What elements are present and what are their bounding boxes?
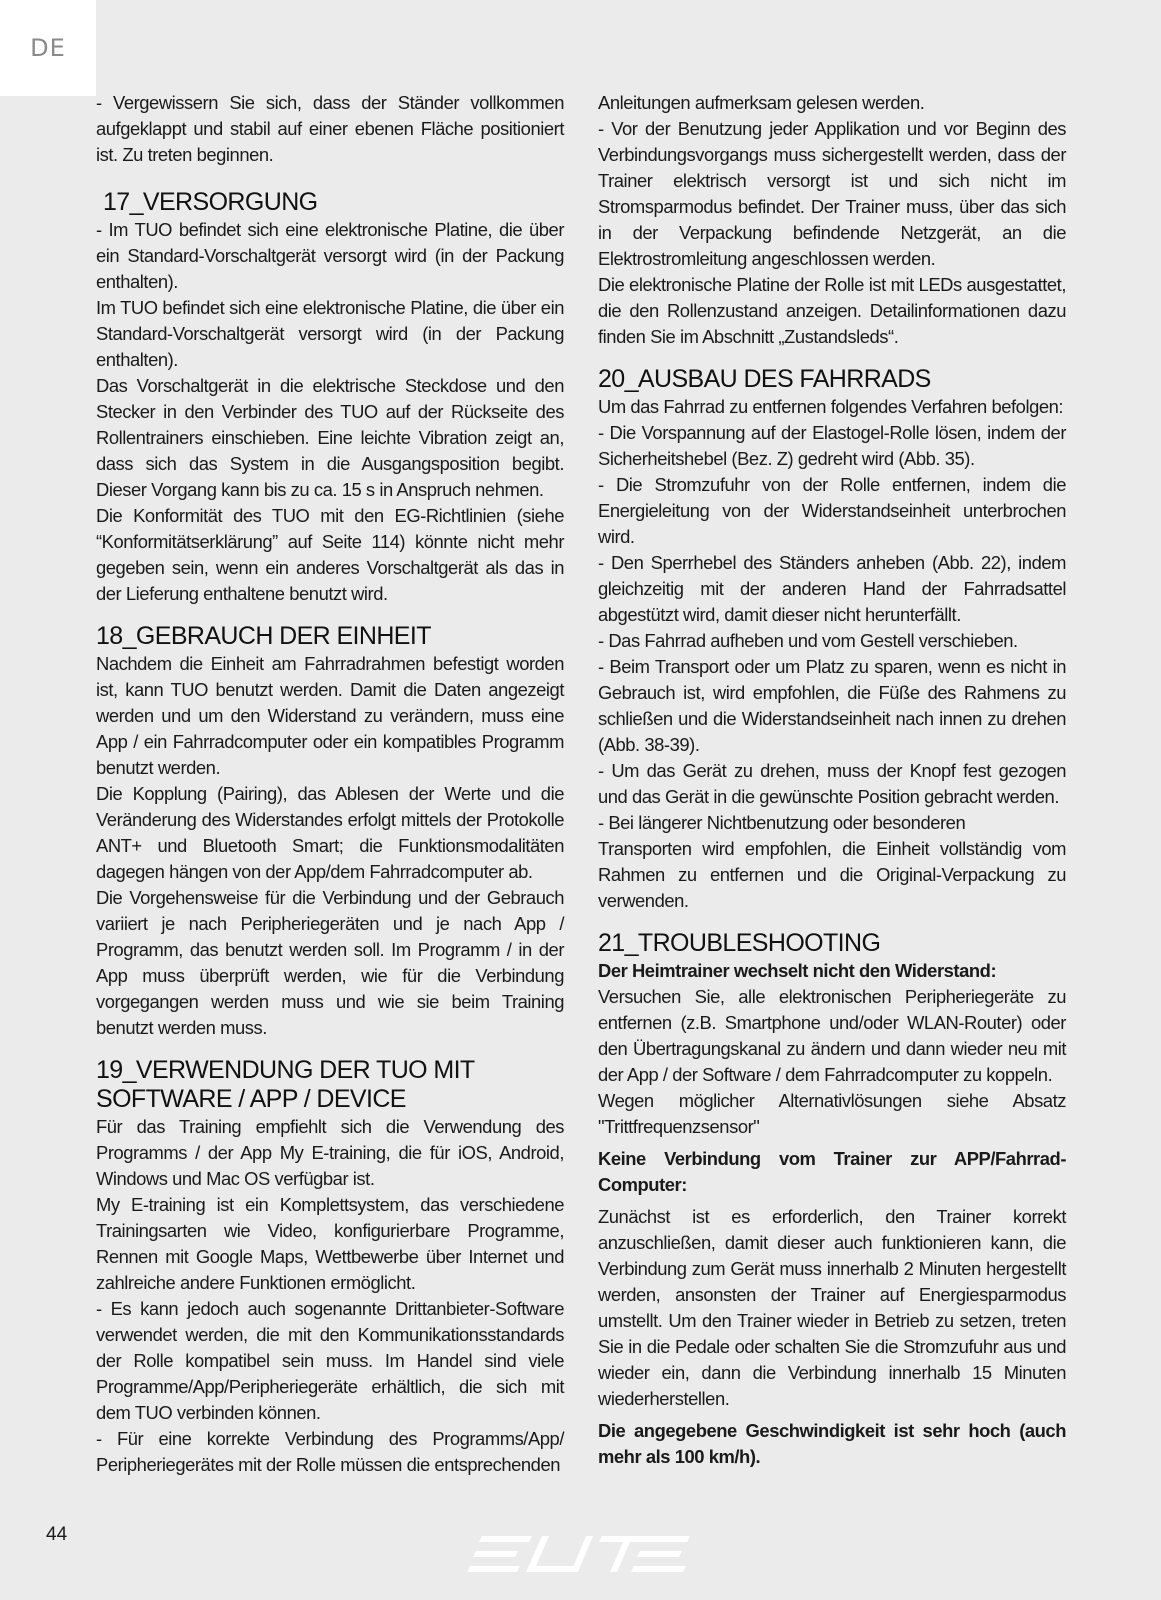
paragraph: Die Kopplung (Pairing), das Ablesen der Werte und die Veränderung des Widerstandes erfolgt mittels der Protokolle ANT+ und Bluetooth Smart; die Funktionsmodalitäten dagegen hängen von der App/dem Fahrradcomputer ab. xyxy=(96,783,564,882)
paragraph: Versuchen Sie, alle elektronischen Peripheriegeräte zu entfernen (z.B. Smartphone und/oder WLAN-Router) oder den Übertragungskanal zu ändern und dann wieder neu mit der App / der Software / dem Fahrradcomputer zu koppeln. xyxy=(598,986,1066,1085)
section-heading-17: 17_VERSORGUNG xyxy=(103,188,318,216)
paragraph: My E-training ist ein Komplettsystem, das verschiedene Trainingsarten wie Video, konfigurierbare Programme, Rennen mit Google Maps, Wettbewerbe über Internet und zahlreiche andere Funktionen ermöglicht. xyxy=(96,1194,564,1293)
logo-glyphs xyxy=(468,1536,690,1572)
paragraph: - Bei längerer Nichtbenutzung oder besonderen xyxy=(598,812,966,833)
paragraph: - Vergewissern Sie sich, dass der Ständer vollkommen aufgeklappt und stabil auf einer ebenen Fläche positioniert ist. Zu treten beginnen. xyxy=(96,92,564,165)
paragraph: Die elektronische Platine der Rolle ist mit LEDs ausgestattet, die den Rollenzustand anzeigen. Detailinformationen dazu finden Sie im Abschnitt „Zustandsleds“. xyxy=(598,274,1066,347)
paragraph: Transporten wird empfohlen, die Einheit vollständig vom Rahmen zu entfernen und die Original-Verpackung zu verwenden. xyxy=(598,838,1066,911)
paragraph: - Die Vorspannung auf der Elastogel-Rolle lösen, indem der Sicherheitshebel (Bez. Z) gedreht wird (Abb. 35). xyxy=(598,422,1066,469)
paragraph: Die Vorgehensweise für die Verbindung und der Gebrauch variiert je nach Peripheriegeräten und je nach App / Programm, das benutzt werden soll. Im Programm / in der App muss überprüft werden, wie für die Verbindung vorgegangen werden muss und wie sie beim Training benutzt werden muss. xyxy=(96,887,564,1038)
paragraph: - Beim Transport oder um Platz zu sparen, wenn es nicht in Gebrauch ist, wird empfohlen, die Füße des Rahmens zu schließen und die Widerstandseinheit nach innen zu drehen (Abb. 38-39). xyxy=(598,656,1066,755)
section-heading-18: 18_GEBRAUCH DER EINHEIT xyxy=(96,622,431,650)
paragraph: Im TUO befindet sich eine elektronische Platine, die über ein Standard-Vorschaltgerät versorgt wird (in der Packung enthalten). xyxy=(96,297,564,370)
heading-line: 19_VERWENDUNG DER TUO MIT xyxy=(96,1056,475,1084)
paragraph: - Den Sperrhebel des Ständers anheben (Abb. 22), indem gleichzeitig mit der anderen Hand der Fahrradsattel abgestützt wird, damit dieser nicht herunterfällt. xyxy=(598,552,1066,625)
language-tab xyxy=(0,0,96,96)
paragraph: - Um das Gerät zu drehen, muss der Knopf fest gezogen und das Gerät in die gewünschte Position gebracht werden. xyxy=(598,760,1066,807)
paragraph: Zunächst ist es erforderlich, den Trainer korrekt anzuschließen, damit dieser auch funktionieren kann, die Verbindung zum Gerät muss innerhalb 2 Minuten hergestellt werden, ansonsten der Trainer auf Energiesparmodus umstellt. Um den Trainer wieder in Betrieb zu setzen, treten Sie in die Pedale oder schalten Sie die Stromzufuhr aus und wieder ein, dann die Verbindung innerhalb 15 Minuten wiederherstellen. xyxy=(598,1206,1066,1409)
paragraph: - Die Stromzufuhr von der Rolle entfernen, indem die Energieleitung von der Widerstandseinheit unterbrochen wird. xyxy=(598,474,1066,547)
language-label: DE xyxy=(30,34,66,62)
heading-line: SOFTWARE / APP / DEVICE xyxy=(96,1085,406,1113)
paragraph: - Es kann jedoch auch sogenannte Drittanbieter-Software verwendet werden, die mit den Kommunikationsstandards der Rolle kompatibel sein muss. Im Handel sind viele Programme/App/Peripheriegeräte erhältlich, die sich mit dem TUO verbinden können. xyxy=(96,1298,564,1423)
elite-logo xyxy=(468,1536,690,1572)
paragraph: Um das Fahrrad zu entfernen folgendes Verfahren befolgen: xyxy=(598,396,1064,417)
paragraph: Nachdem die Einheit am Fahrradrahmen befestigt worden ist, kann TUO benutzt werden. Damit die Daten angezeigt werden und um den Widerstand zu verändern, muss eine App / ein Fahrradcomputer oder ein kompatibles Programm benutzt werden. xyxy=(96,653,564,778)
paragraph: - Im TUO befindet sich eine elektronische Platine, die über ein Standard-Vorschaltgerät versorgt wird (in der Packung enthalten). xyxy=(96,219,564,292)
paragraph: - Für eine korrekte Verbindung des Programms/App/ Peripheriegerätes mit der Rolle müssen die entsprechenden xyxy=(96,1428,564,1475)
paragraph: Für das Training empfiehlt sich die Verwendung des Programms / der App My E-training, die für iOS, Android, Windows und Mac OS verfügbar ist. xyxy=(96,1116,564,1189)
paragraph: Wegen möglicher Alternativlösungen siehe Absatz "Trittfrequenzsensor" xyxy=(598,1090,1066,1137)
paragraph: - Vor der Benutzung jeder Applikation und vor Beginn des Verbindungsvorgangs muss sichergestellt werden, dass der Trainer elektrisch versorgt ist und sich nicht im Stromsparmodus befindet. Der Trainer muss, über das sich in der Verpackung befindende Netzgerät, an die Elektrostromleitung angeschlossen werden. xyxy=(598,118,1066,269)
section-heading-21: 21_TROUBLESHOOTING xyxy=(598,929,881,957)
page-number: 44 xyxy=(46,1524,68,1545)
subheading: Die angegebene Geschwindigkeit ist sehr hoch (auch mehr als 100 km/h). xyxy=(598,1420,1066,1467)
paragraph: Anleitungen aufmerksam gelesen werden. xyxy=(598,92,925,113)
paragraph: Das Vorschaltgerät in die elektrische Steckdose und den Stecker in den Verbinder des TUO auf der Rückseite des Rollentrainers einschieben. Eine leichte Vibration zeigt an, dass sich das System in die Ausgangsposition begibt. Dieser Vorgang kann bis zu ca. 15 s in Anspruch nehmen. xyxy=(96,375,564,500)
paragraph: - Das Fahrrad aufheben und vom Gestell verschieben. xyxy=(598,630,1018,651)
right-column xyxy=(598,90,1066,1470)
subheading: Der Heimtrainer wechselt nicht den Widerstand: xyxy=(598,960,997,981)
section-heading-20: 20_AUSBAU DES FAHRRADS xyxy=(598,365,931,393)
paragraph: Die Konformität des TUO mit den EG-Richtlinien (siehe “Konformitätserklärung” auf Seite 114) könnte nicht mehr gegeben sein, wenn ein anderes Vorschaltgerät als das in der Lieferung enthaltene benutzt wird. xyxy=(96,505,564,604)
section-heading-19 xyxy=(96,1056,564,1114)
subheading: Keine Verbindung vom Trainer zur APP/Fahrrad-Computer: xyxy=(598,1148,1066,1195)
left-column xyxy=(96,90,564,1478)
